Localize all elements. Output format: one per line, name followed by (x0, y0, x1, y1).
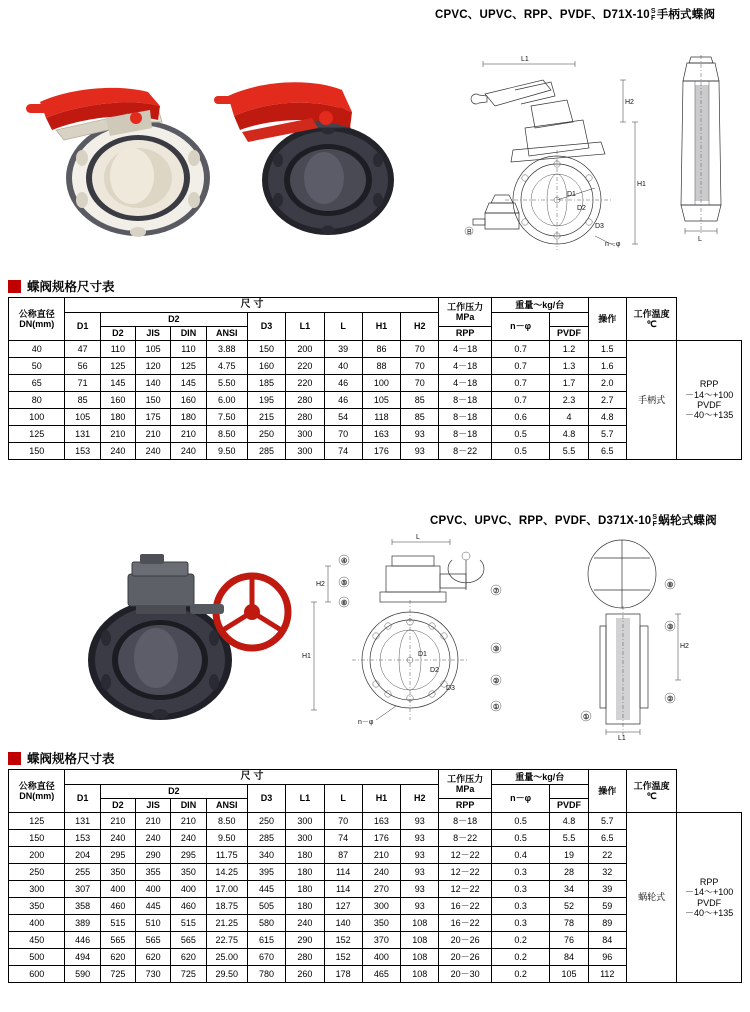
th2-temp: 工作温度 (633, 780, 670, 791)
th-pressure: 工作压力 (447, 301, 484, 312)
th2-l1: L1 (286, 785, 324, 813)
table-row: 350 358 460 445 460 18.75 505 180 127 300 93 16－22 0.3 52 59 (9, 898, 742, 915)
svg-text:⑦: ⑦ (493, 588, 500, 595)
product-title-handle (435, 6, 715, 22)
svg-text:⑤: ⑤ (341, 580, 348, 587)
th2-d2: D2 (100, 799, 135, 813)
svg-text:①: ① (493, 704, 500, 711)
th-weight: 重量～kg/台 (491, 298, 588, 313)
fraction-bottom: F (651, 15, 656, 22)
th-h1: H1 (362, 313, 400, 341)
product-title-gear (430, 512, 717, 528)
th-jis: JIS (136, 327, 171, 341)
th2-ansi: ANSI (206, 799, 247, 813)
table-row: 300 307 400 400 400 17.00 445 180 114 270 93 12－22 0.3 34 39 (9, 881, 742, 898)
svg-text:B: B (467, 229, 472, 236)
handle-valve-drawing-section (665, 55, 745, 245)
th-rpp: RPP (439, 327, 491, 341)
table-row: 250 255 350 355 350 14.25 395 180 114 240 93 12－22 0.3 28 32 (9, 864, 742, 881)
svg-text:③: ③ (493, 646, 500, 653)
gear-valve-photo (40, 540, 340, 730)
section-heading-2 (8, 749, 115, 767)
th-temp: 工作温度 (633, 308, 670, 319)
section-heading-text: 蝶阀规格尺寸表 (27, 280, 115, 294)
svg-text:D2: D2 (577, 205, 586, 212)
table-row: 150 153 240 240 240 9.50 285 300 74 176 93 8－22 0.5 5.5 6.5 (9, 443, 742, 460)
svg-text:H2: H2 (680, 643, 689, 650)
valve-photo-right (200, 60, 410, 250)
handle-valve-drawing-front (455, 50, 655, 250)
svg-text:H1: H1 (637, 181, 646, 188)
th-l1: L1 (286, 313, 324, 341)
product-title-prefix: CPVC、UPVC、RPP、PVDF、D71X-10 (435, 9, 650, 21)
fraction-top-2: S (652, 514, 658, 521)
table-row: 200 204 295 290 295 11.75 340 180 87 210 93 12－22 0.4 19 22 (9, 847, 742, 864)
svg-text:H2: H2 (625, 99, 634, 106)
th2-d1: D1 (65, 785, 100, 813)
th2-h2: H2 (401, 785, 439, 813)
table-row: 150 153 240 240 240 9.50 285 300 74 176 93 8－22 0.5 5.5 6.5 (9, 830, 742, 847)
table-row: 450 446 565 565 565 22.75 615 290 152 370 108 20－26 0.2 76 84 (9, 932, 742, 949)
section-mark-icon-2 (8, 752, 21, 765)
cell-temp-2: RPP －14～+100 PVDF －40～+135 (677, 813, 742, 983)
section-heading-text-2: 蝶阀规格尺寸表 (27, 752, 115, 766)
th2-rpp: RPP (439, 799, 491, 813)
th-ansi: ANSI (206, 327, 247, 341)
th2-d2-group: D2 (100, 785, 247, 799)
svg-text:③: ③ (667, 624, 674, 631)
table-row: 400 389 515 510 515 21.25 580 240 140 350 108 16－22 0.3 78 89 (9, 915, 742, 932)
th2-weight: 重量～kg/台 (491, 770, 588, 785)
th-l: L (324, 313, 362, 341)
svg-text:④: ④ (341, 558, 348, 565)
cell-temp: RPP －14～+100 PVDF －40～+135 (677, 341, 742, 460)
product-title-fraction (651, 8, 656, 22)
th-size-group: 尺 寸 (65, 298, 439, 313)
th2-temp-unit: ℃ (646, 791, 657, 801)
svg-text:H1: H1 (302, 653, 311, 660)
svg-text:D2: D2 (430, 667, 439, 674)
svg-text:n－φ: n－φ (358, 719, 374, 726)
svg-text:L1: L1 (618, 735, 626, 742)
svg-text:⑧: ⑧ (667, 582, 674, 589)
th-nphi: n－φ (491, 313, 549, 341)
fraction-bottom-2: F (652, 521, 658, 528)
th2-h1: H1 (362, 785, 400, 813)
th-pressure-unit: MPa (455, 312, 475, 322)
th-pvdf: PVDF (550, 327, 588, 341)
svg-text:H2: H2 (316, 581, 325, 588)
svg-text:D3: D3 (595, 223, 604, 230)
section-heading-1 (8, 277, 115, 295)
th2-pressure-unit: MPa (455, 784, 475, 794)
th2-pressure: 工作压力 (447, 773, 484, 784)
svg-text:②: ② (493, 678, 500, 685)
product-title-suffix-2: 蜗轮式蝶阀 (658, 515, 717, 527)
spec-table-handle (8, 297, 742, 460)
table-row: 600 590 725 730 725 29.50 780 260 178 465 108 20－30 0.2 105 112 (9, 966, 742, 983)
th2-size-group: 尺 寸 (65, 770, 439, 785)
th-d3: D3 (247, 313, 285, 341)
th-dn-unit: DN(mm) (19, 319, 55, 329)
th2-dn-unit: DN(mm) (19, 791, 55, 801)
th2-operation: 操作 (588, 770, 626, 813)
svg-text:①: ① (583, 714, 590, 721)
table-row: 65 71 145 140 145 5.50 185 220 46 100 70 4－18 0.7 1.7 2.0 (9, 375, 742, 392)
svg-text:L: L (416, 534, 420, 541)
th2-nphi: n－φ (491, 785, 549, 813)
svg-text:②: ② (667, 696, 674, 703)
table-row: 125 131 210 210 210 8.50 250 300 70 163 93 8－18 0.5 4.8 5.7 (9, 426, 742, 443)
th2-l: L (324, 785, 362, 813)
product-title-prefix-2: CPVC、UPVC、RPP、PVDF、D371X-10 (430, 515, 652, 527)
svg-text:D1: D1 (418, 651, 427, 658)
table-row: 80 85 160 150 160 6.00 195 280 46 105 85 8－18 0.7 2.3 2.7 (9, 392, 742, 409)
th-h2: H2 (401, 313, 439, 341)
svg-text:n－φ: n－φ (605, 241, 621, 248)
gear-valve-drawing-section (560, 530, 740, 740)
th2-din: DIN (171, 799, 206, 813)
svg-text:L1: L1 (521, 56, 529, 63)
cell-operation-2: 蜗轮式 (626, 813, 676, 983)
gear-valve-drawing-front (300, 530, 550, 730)
svg-text:L: L (698, 236, 702, 243)
th2-pvdf: PVDF (550, 799, 588, 813)
fraction-top: S (650, 8, 656, 15)
cell-operation: 手柄式 (626, 341, 676, 460)
th2-d3: D3 (247, 785, 285, 813)
svg-text:D3: D3 (446, 685, 455, 692)
th2-jis: JIS (136, 799, 171, 813)
spec-table-gear (8, 769, 742, 983)
th-temp-unit: ℃ (646, 319, 657, 329)
svg-text:D1: D1 (567, 191, 576, 198)
th-d1: D1 (65, 313, 100, 341)
th-d2-group: D2 (100, 313, 247, 327)
th-dn: 公称直径 (18, 308, 55, 319)
svg-text:⑥: ⑥ (341, 600, 348, 607)
th-din: DIN (171, 327, 206, 341)
section-mark-icon (8, 280, 21, 293)
table-row: 100 105 180 175 180 7.50 215 280 54 118 85 8－18 0.6 4 4.8 (9, 409, 742, 426)
th-d2: D2 (100, 327, 135, 341)
th2-dn: 公称直径 (18, 780, 55, 791)
table-row: 40 47 110 105 110 3.88 150 200 39 86 70 4－18 0.7 1.2 1.5 手柄式 RPP －14～+100 PVDF －40～+135 (9, 341, 742, 358)
table-row: 125 131 210 210 210 8.50 250 300 70 163 93 8－18 0.5 4.8 5.7 蜗轮式 RPP －14～+100 PVDF －40～+135 (9, 813, 742, 830)
product-title-suffix: 手柄式蝶阀 (656, 9, 716, 21)
product-title-fraction-2 (652, 514, 657, 528)
th-operation: 操作 (588, 298, 626, 341)
table-row: 50 56 125 120 125 4.75 160 220 40 88 70 4－18 0.7 1.3 1.6 (9, 358, 742, 375)
table-row: 500 494 620 620 620 25.00 670 280 152 400 108 20－26 0.2 84 96 (9, 949, 742, 966)
